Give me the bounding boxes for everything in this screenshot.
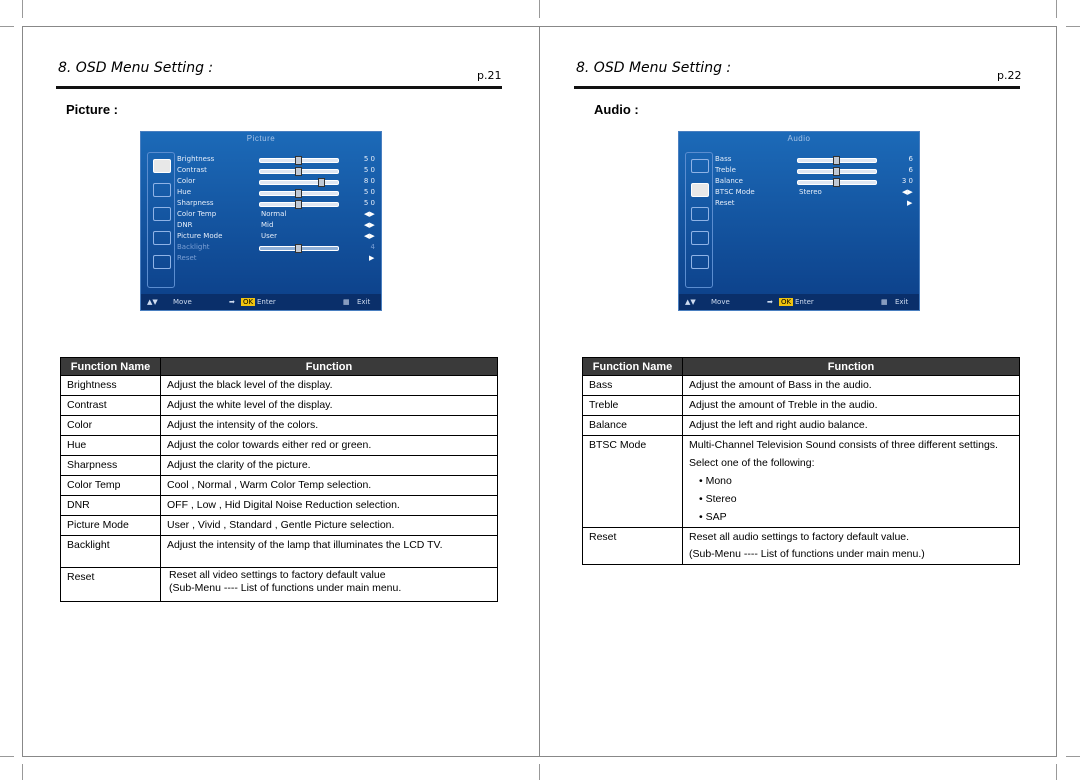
function-name: Sharpness (61, 456, 161, 476)
function-desc: OFF , Low , Hid Digital Noise Reduction selection. (161, 496, 498, 516)
osd-number: 5 0 (363, 188, 375, 196)
reset-desc-line: (Sub-Menu ---- List of functions under main menu.) (689, 548, 925, 560)
ok-badge: OK (781, 298, 792, 306)
table-row (583, 436, 1020, 528)
osd-label: Hue (177, 188, 192, 196)
function-desc (161, 568, 498, 602)
header-rule (574, 86, 1020, 89)
function-name: Picture Mode (61, 516, 161, 536)
crop-mark (22, 0, 23, 18)
osd-picture-screen (140, 131, 382, 311)
function-name: Bass (583, 376, 683, 396)
osd-footer (679, 294, 919, 310)
subsection-title: Audio : (594, 102, 639, 117)
osd-row-color-temp[interactable] (177, 210, 375, 221)
function-desc: Adjust the white level of the display. (161, 396, 498, 416)
osd-row-backlight[interactable] (177, 243, 375, 254)
picture-icon[interactable] (153, 159, 171, 173)
option-label: Stereo (705, 493, 737, 505)
crop-mark (22, 764, 23, 780)
osd-row-bass[interactable] (715, 155, 913, 166)
setup-icon[interactable] (153, 231, 171, 245)
table-header-row (583, 358, 1020, 376)
osd-label: BTSC Mode (715, 188, 755, 196)
table-row (61, 568, 498, 602)
left-right-arrow-icon: ◀▶ (364, 210, 375, 218)
osd-label: Color (177, 177, 196, 185)
osd-label: Treble (715, 166, 736, 174)
table-row (583, 416, 1020, 436)
btsc-select: Select one of the following: (689, 457, 815, 469)
column-header: Function Name (61, 358, 161, 376)
audio-icon[interactable] (691, 183, 709, 197)
frame-line-bottom (22, 756, 1057, 757)
osd-slider[interactable] (259, 180, 339, 185)
table-row (583, 376, 1020, 396)
page-number: p.21 (477, 69, 502, 82)
crop-mark (1056, 764, 1057, 780)
slider-knob[interactable] (295, 167, 302, 176)
osd-label: Reset (177, 254, 197, 262)
osd-label: Brightness (177, 155, 215, 163)
osd-row-hue[interactable] (177, 188, 375, 199)
left-right-arrow-icon: ◀▶ (364, 221, 375, 229)
function-desc: Adjust the amount of Bass in the audio. (683, 376, 1020, 396)
page-audio (540, 26, 1056, 756)
move-label: Move (173, 298, 192, 306)
column-header: Function (161, 358, 498, 376)
osd-icon-column (685, 152, 713, 288)
function-desc: Adjust the amount of Treble in the audio. (683, 396, 1020, 416)
picture-icon[interactable] (691, 159, 709, 173)
slider-knob[interactable] (295, 189, 302, 198)
slider-knob[interactable] (318, 178, 325, 187)
right-arrow-icon: ➡ (767, 298, 773, 306)
osd-row-color[interactable] (177, 177, 375, 188)
slider-knob[interactable] (833, 178, 840, 187)
osd-slider[interactable] (259, 191, 339, 196)
slider-knob[interactable] (833, 156, 840, 165)
osd-number: 8 0 (363, 177, 375, 185)
ok-badge: OK (243, 298, 254, 306)
crop-mark (1056, 0, 1057, 18)
function-name: DNR (61, 496, 161, 516)
reset-desc-line: Reset all video settings to factory default value (169, 569, 386, 581)
up-down-arrow-icon: ▲▼ (147, 298, 158, 306)
up-down-arrow-icon: ▲▼ (685, 298, 696, 306)
osd-row-balance[interactable] (715, 177, 913, 188)
enter-label: Enter (257, 298, 276, 306)
table-row (61, 516, 498, 536)
osd-label: Reset (715, 199, 735, 207)
function-name: Reset (583, 528, 683, 565)
osd-title: Audio (787, 134, 811, 143)
osd-title: Picture (246, 134, 276, 143)
move-label: Move (711, 298, 730, 306)
table-row (61, 396, 498, 416)
option-label: SAP (705, 511, 727, 523)
function-desc: Adjust the left and right audio balance. (683, 416, 1020, 436)
osd-value: Normal (261, 210, 287, 218)
btsc-desc: Multi-Channel Television Sound consists of three different settings. (689, 439, 998, 451)
option-label: Mono (705, 475, 732, 487)
function-desc: Adjust the color towards either red or green. (161, 436, 498, 456)
slider-knob[interactable] (833, 167, 840, 176)
function-desc: Adjust the clarity of the picture. (161, 456, 498, 476)
slider-knob[interactable] (295, 156, 302, 165)
osd-slider[interactable] (259, 158, 339, 163)
function-name: Reset (61, 568, 161, 602)
tv-icon[interactable] (153, 207, 171, 221)
osd-row-treble[interactable] (715, 166, 913, 177)
column-header: Function Name (583, 358, 683, 376)
osd-row-dnr[interactable] (177, 221, 375, 232)
function-desc: Cool , Normal , Warm Color Temp selection. (161, 476, 498, 496)
osd-slider[interactable] (797, 180, 877, 185)
osd-label: Backlight (177, 243, 210, 251)
exit-label: Exit (895, 298, 909, 306)
osd-audio-screen (678, 131, 920, 311)
table-row (583, 528, 1020, 565)
slider-knob[interactable] (295, 244, 302, 253)
osd-value: Mid (261, 221, 274, 229)
osd-label: Picture Mode (177, 232, 223, 240)
osd-label: Balance (715, 177, 743, 185)
table-row (61, 536, 498, 568)
page-number: p.22 (997, 69, 1022, 82)
btsc-option: • SAP (699, 511, 727, 523)
menu-icon: ▦ (881, 298, 888, 306)
table-header-row (61, 358, 498, 376)
osd-number: 6 (908, 166, 913, 174)
reset-desc-line: Reset all audio settings to factory default value. (689, 531, 910, 543)
osd-slider[interactable] (797, 158, 877, 163)
osd-number: 3 0 (901, 177, 913, 185)
osd-label: Color Temp (177, 210, 217, 218)
reset-desc-line: (Sub-Menu ---- List of functions under main menu. (169, 582, 402, 594)
crop-mark (1066, 756, 1080, 757)
right-arrow-icon: ➡ (229, 298, 235, 306)
osd-number: 4 (370, 243, 375, 251)
enter-label: Enter (795, 298, 814, 306)
osd-number: 5 0 (363, 166, 375, 174)
osd-number: 5 0 (363, 155, 375, 163)
table-row (61, 436, 498, 456)
audio-icon[interactable] (153, 183, 171, 197)
function-desc (683, 528, 1020, 565)
page-picture (22, 26, 538, 756)
osd-row-sharpness[interactable] (177, 199, 375, 210)
table-row (61, 496, 498, 516)
frame-line-right (1056, 26, 1057, 756)
tv-icon[interactable] (691, 207, 709, 221)
osd-slider[interactable] (797, 169, 877, 174)
function-name: Treble (583, 396, 683, 416)
osd-row-btsc-mode[interactable] (715, 188, 913, 199)
osd-row-brightness[interactable] (177, 155, 375, 166)
left-right-arrow-icon: ◀▶ (364, 232, 375, 240)
btsc-option: • Mono (699, 475, 732, 487)
function-name: Color (61, 416, 161, 436)
column-header: Function (683, 358, 1020, 376)
function-name: Backlight (61, 536, 161, 568)
function-desc: Adjust the intensity of the colors. (161, 416, 498, 436)
table-row (583, 396, 1020, 416)
osd-label: Bass (715, 155, 732, 163)
function-name: Balance (583, 416, 683, 436)
osd-slider[interactable] (259, 169, 339, 174)
osd-value: User (261, 232, 277, 240)
table-row (61, 376, 498, 396)
option-icon[interactable] (153, 255, 171, 269)
setup-icon[interactable] (691, 231, 709, 245)
osd-row-reset[interactable] (177, 254, 375, 265)
osd-row-reset[interactable] (715, 199, 913, 210)
subsection-title: Picture : (66, 102, 119, 117)
crop-mark (0, 756, 14, 757)
table-row (61, 456, 498, 476)
right-arrow-icon: ▶ (907, 199, 913, 207)
slider-knob[interactable] (295, 200, 302, 209)
crop-mark (0, 26, 14, 27)
section-title: 8. OSD Menu Setting : (576, 60, 732, 76)
backlight-slider[interactable] (259, 246, 339, 251)
osd-label: Contrast (177, 166, 207, 174)
osd-slider[interactable] (259, 202, 339, 207)
function-desc: User , Vivid , Standard , Gentle Picture selection. (161, 516, 498, 536)
osd-row-picture-mode[interactable] (177, 232, 375, 243)
btsc-option: • Stereo (699, 493, 737, 505)
osd-number: 5 0 (363, 199, 375, 207)
table-row (61, 476, 498, 496)
osd-number: 6 (908, 155, 913, 163)
osd-footer (141, 294, 381, 310)
osd-row-contrast[interactable] (177, 166, 375, 177)
audio-function-table (582, 357, 1020, 565)
section-title: 8. OSD Menu Setting : (58, 60, 214, 76)
function-name: Contrast (61, 396, 161, 416)
function-name: Hue (61, 436, 161, 456)
right-arrow-icon: ▶ (369, 254, 375, 262)
header-rule (56, 86, 502, 89)
osd-label: Sharpness (177, 199, 214, 207)
option-icon[interactable] (691, 255, 709, 269)
crop-mark (539, 764, 540, 780)
left-right-arrow-icon: ◀▶ (902, 188, 913, 196)
menu-icon: ▦ (343, 298, 350, 306)
function-name: Color Temp (61, 476, 161, 496)
osd-value: Stereo (799, 188, 822, 196)
osd-label: DNR (177, 221, 193, 229)
osd-icon-column (147, 152, 175, 288)
function-name: Brightness (61, 376, 161, 396)
function-desc (683, 436, 1020, 528)
crop-mark (1066, 26, 1080, 27)
function-desc: Adjust the intensity of the lamp that illuminates the LCD TV. (161, 536, 498, 568)
function-desc: Adjust the black level of the display. (161, 376, 498, 396)
exit-label: Exit (357, 298, 371, 306)
picture-function-table (60, 357, 498, 602)
function-name: BTSC Mode (583, 436, 683, 528)
crop-mark (539, 0, 540, 18)
table-row (61, 416, 498, 436)
